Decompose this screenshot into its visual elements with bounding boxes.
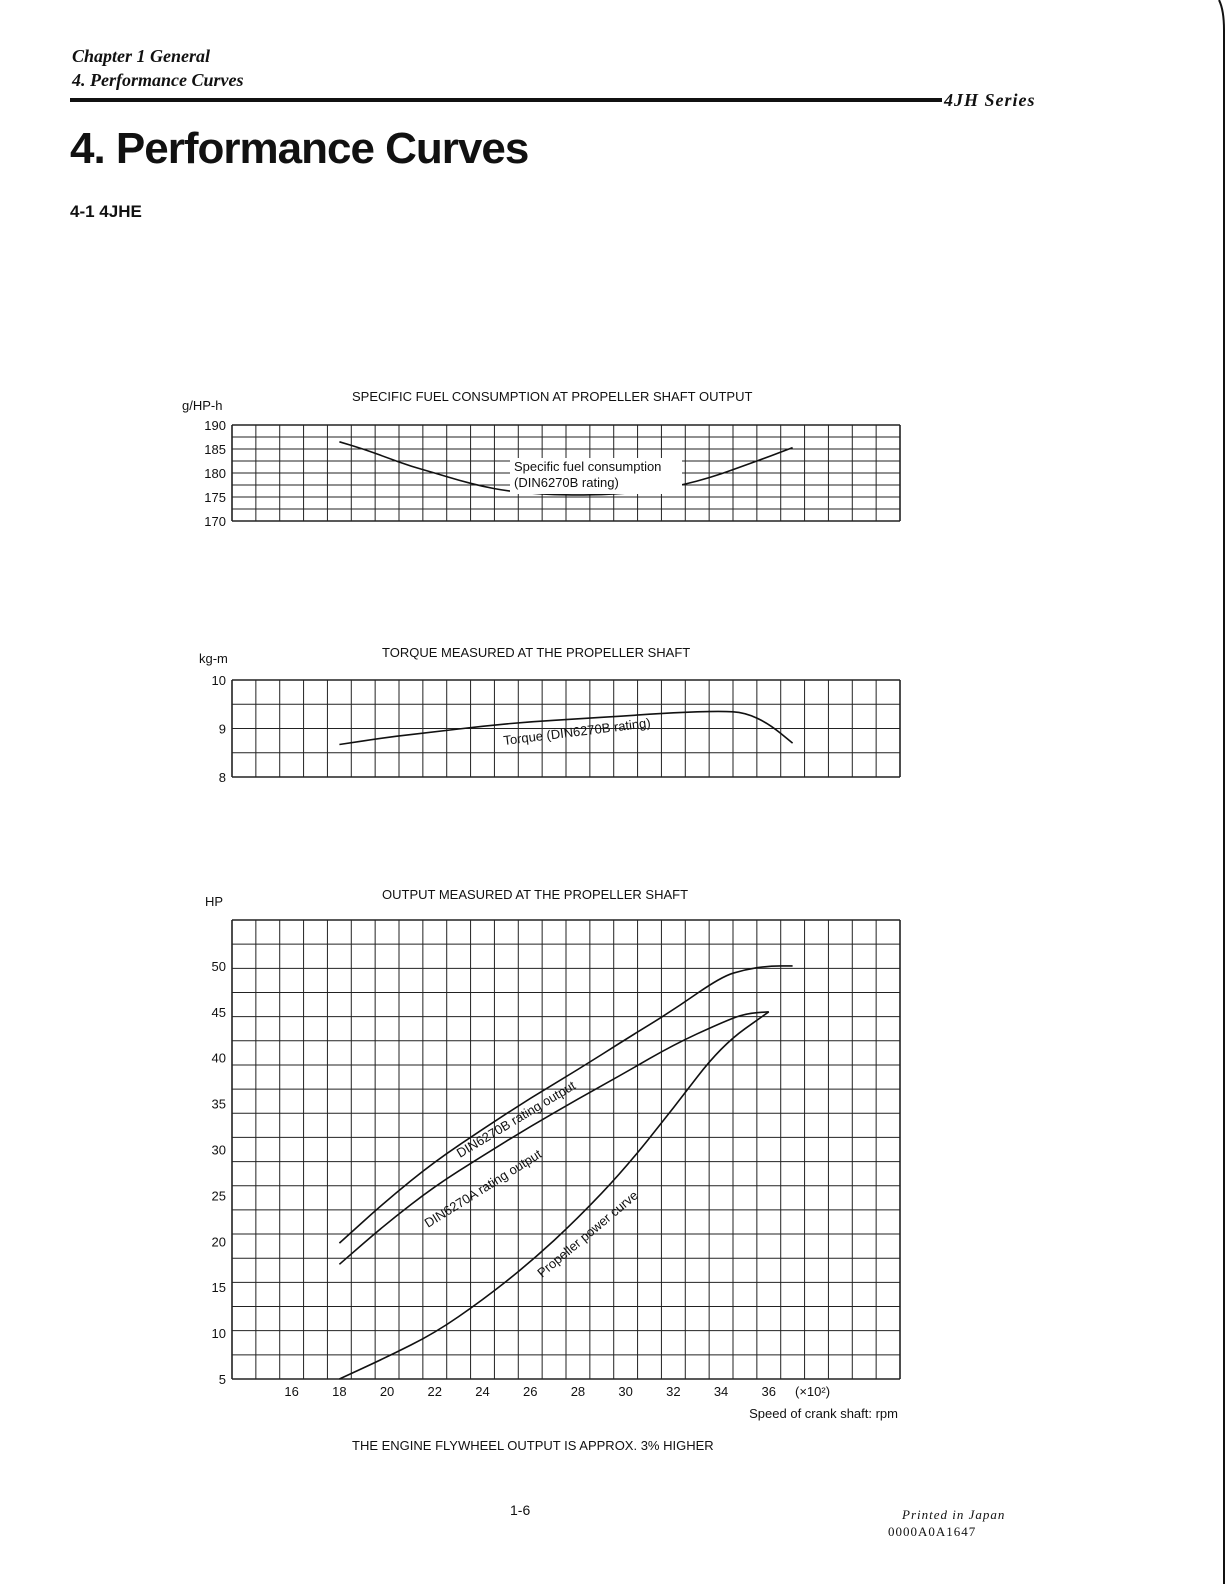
y-tick-label: 175 [204,490,226,505]
y-tick-label: 20 [211,1234,226,1250]
x-tick-label: 32 [666,1384,681,1399]
curve-label-line2: (DIN6270B rating) [514,475,619,490]
page-number: 1-6 [510,1502,531,1518]
section-subtitle: 4-1 4JHE [70,202,142,221]
y-tick-label: 15 [211,1280,226,1296]
x-tick-label: 26 [522,1384,538,1399]
y-tick-label: 8 [218,770,226,785]
printed-in-note: Printed in Japan [902,1507,1006,1522]
binder-edge-mark [1217,0,1225,1584]
x-tick-label: 24 [475,1384,490,1399]
y-tick-label: 170 [204,514,226,529]
curve-label: DIN6270B rating output [453,1077,579,1161]
y-tick-label: 45 [211,1004,226,1020]
y-tick-label: 25 [211,1188,226,1204]
y-tick-label: 185 [204,442,226,457]
y-axis-unit-label: kg-m [199,651,228,666]
document-code: 0000A0A1647 [888,1524,977,1539]
x-tick-label: 34 [713,1384,729,1399]
curve-label: Torque (DIN6270B rating) [502,715,652,748]
curve-label: DIN6270A rating output [421,1146,545,1231]
header-section: 4. Performance Curves [72,70,244,90]
x-tick-label: 28 [570,1384,586,1399]
y-tick-label: 30 [211,1142,226,1158]
chart-title-3: OUTPUT MEASURED AT THE PROPELLER SHAFT [382,887,689,902]
y-tick-label: 50 [211,958,226,974]
page-title: 4. Performance Curves [70,124,529,173]
series-line-3-2 [339,1012,768,1265]
y-tick-label: 180 [204,466,226,481]
y-tick-label: 9 [218,721,226,737]
curve-label: Specific fuel consumption [514,459,662,474]
y-axis-unit-label: HP [205,894,224,909]
x-tick-label: 30 [618,1384,633,1399]
x-tick-label: 22 [427,1384,443,1399]
chart-title-2: TORQUE MEASURED AT THE PROPELLER SHAFT [382,645,691,660]
y-tick-label: 10 [211,673,226,688]
header-series: 4JH Series [944,90,1036,110]
y-tick-label: 40 [211,1050,226,1066]
x-axis-unit-label: (×10²) [795,1384,831,1399]
x-tick-label: 36 [761,1384,777,1399]
x-tick-label: 18 [332,1384,347,1399]
y-tick-label: 5 [218,1372,226,1387]
x-tick-label: 20 [379,1384,395,1399]
y-axis-unit-label: g/HP-h [182,398,223,413]
chart-title-1: SPECIFIC FUEL CONSUMPTION AT PROPELLER SHAFT OUTPUT [352,389,753,404]
y-tick-label: 10 [211,1326,226,1342]
x-axis-title: Speed of crank shaft: rpm [749,1406,898,1421]
flywheel-footnote: THE ENGINE FLYWHEEL OUTPUT IS APPROX. 3% HIGHER [352,1438,714,1453]
y-tick-label: 190 [204,418,226,433]
y-tick-label: 35 [211,1096,226,1112]
header-chapter: Chapter 1 General [72,46,211,66]
x-tick-label: 16 [284,1384,299,1399]
series-line-3-3 [339,1012,768,1379]
curve-label: Propeller power curve [534,1187,641,1281]
